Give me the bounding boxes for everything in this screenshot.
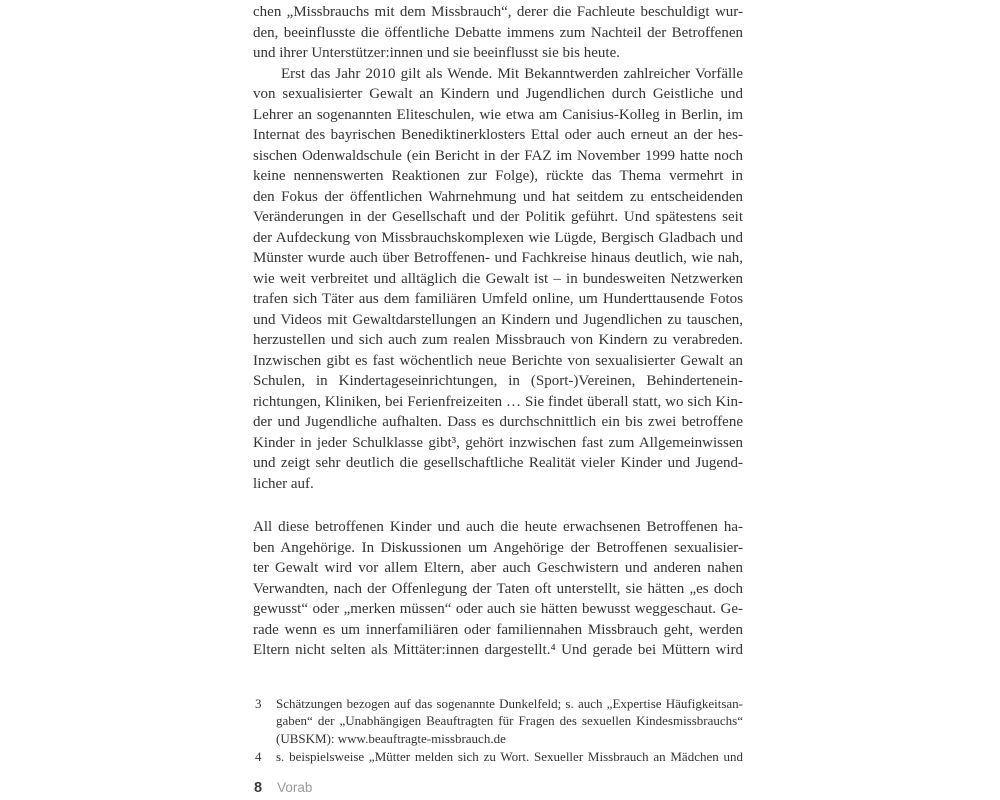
text-line: von sexualisierter Gewalt an Kindern und Jugendlichen durch Geistliche und	[253, 86, 743, 102]
text-line: wie weit verbreitet und alltäglich die Gewalt ist – in bundesweiten Netzwerken	[253, 270, 743, 287]
text-line: ter Gewalt wird vor allem Eltern, aber auch Geschwistern und anderen nahen	[253, 560, 743, 576]
text-line: der und Jugendliche aufhalten. Dass es durchschnittlich ein bis zwei betroffene	[253, 414, 743, 430]
text-line: Inzwischen gibt es fast wöchentlich neue Berichte von sexualisierter Gewalt an	[253, 352, 743, 369]
footnote-number: 4	[255, 748, 262, 764]
text-line: Veränderungen in der Gesellschaft und der Politik geführt. Und spätestens seit	[253, 209, 743, 225]
text-line: Schätzungen bezogen auf das sogenannte Dunkelfeld; s. auch „Expertise Häufigkeitsan-	[276, 695, 743, 711]
text-line: Verwandten, nach der Offenlegung der Taten oft unterstellt, sie hätten „es doch	[253, 580, 743, 597]
footnote	[253, 748, 743, 766]
text-line: und zeigt sehr deutlich die gesellschaftliche Realität vieler Kinder und Jugend-	[253, 455, 743, 471]
text-line: richtungen, Kliniken, bei Ferienfreizeiten … Sie findet überall statt, wo sich Kin-	[253, 393, 743, 410]
text-line: rade wenn es um innerfamiliären oder familiennahen Missbrauch geht, werden	[253, 621, 743, 638]
paragraph	[253, 64, 743, 495]
text-line: Internat des bayrischen Benediktinerklosters Ettal oder auch erneut an der hes-	[253, 127, 743, 143]
text-line: licher auf.	[253, 475, 314, 492]
text-line: gewusst“ oder „merken müssen“ oder auch sie hätten bewusst weggeschaut. Ge-	[253, 601, 743, 617]
text-line: sischen Odenwaldschule (ein Bericht in der FAZ im November 1999 hatte noch	[253, 147, 743, 164]
footnote-number: 3	[255, 695, 262, 711]
text-line: gaben“ der „Unabhängigen Beauftragten für Fragen des sexuellen Kindesmissbrauchs“	[276, 713, 743, 729]
text-line: (UBSKM): www.beauftragte-missbrauch.de	[276, 730, 506, 746]
text-line: Erst das Jahr 2010 gilt als Wende. Mit Bekanntwerden zahlreicher Vorfälle	[281, 65, 743, 82]
body-text	[253, 2, 743, 661]
paragraph	[253, 2, 743, 64]
text-line: Eltern nicht selten als Mittäter:innen dargestellt.⁴ Und gerade bei Müttern wird	[253, 642, 743, 658]
text-line: Lehrer an sogenannten Eliteschulen, wie etwa am Canisius-Kolleg in Berlin, im	[253, 106, 743, 123]
text-line: und Videos mit Gewaltdarstellungen an Kindern und Jugendlichen zu tauschen,	[253, 311, 743, 328]
page-number: 8	[254, 780, 263, 796]
text-line: Münster wurde auch über Betroffenen- und Fachkreise hinaus deutlich, wie nah,	[253, 250, 743, 266]
page-footer	[254, 780, 312, 796]
footnote	[253, 695, 743, 748]
text-line: trafen sich Täter aus dem familiären Umfeld online, um Hunderttausende Fotos	[253, 291, 743, 307]
text-line: All diese betroffenen Kinder und auch die heute erwachsenen Betroffenen ha-	[253, 519, 743, 535]
text-line: den, beeinflusste die öffentliche Debatte immens zum Nachteil der Betroffenen	[253, 24, 743, 41]
footnotes	[253, 695, 743, 766]
text-line: und ihrer Unterstützer:innen und sie beeinflusst sie bis heute.	[253, 45, 620, 61]
text-line: Kinder in jeder Schulklasse gibt³, gehört inzwischen fast zum Allgemeinwissen	[253, 434, 743, 451]
text-line: chen „Missbrauchs mit dem Missbrauch“, derer die Fachleute beschuldigt wur-	[253, 4, 743, 20]
text-line: den Fokus der öffentlichen Wahrnehmung und hat seitdem zu entscheidenden	[253, 188, 743, 205]
text-line: der Aufdeckung von Missbrauchskomplexen wie Lügde, Bergisch Gladbach und	[253, 229, 743, 246]
section-label: Vorab	[277, 780, 313, 795]
text-column	[253, 2, 743, 765]
paragraph	[253, 517, 743, 661]
text-line: keine nennenswerten Reaktionen zur Folge), rückte das Thema vermehrt in	[253, 168, 743, 184]
text-line: Schulen, in Kindertageseinrichtungen, in (Sport-)Vereinen, Behindertenein-	[253, 373, 743, 389]
text-line: herzustellen und sich auch zum realen Missbrauch von Kindern zu verabreden.	[253, 332, 743, 348]
text-line: s. beispielsweise „Mütter melden sich zu Wort. Sexueller Missbrauch an Mädchen und	[276, 748, 743, 764]
text-line: ben Angehörige. In Diskussionen um Angehörige der Betroffenen sexualisier-	[253, 539, 743, 556]
